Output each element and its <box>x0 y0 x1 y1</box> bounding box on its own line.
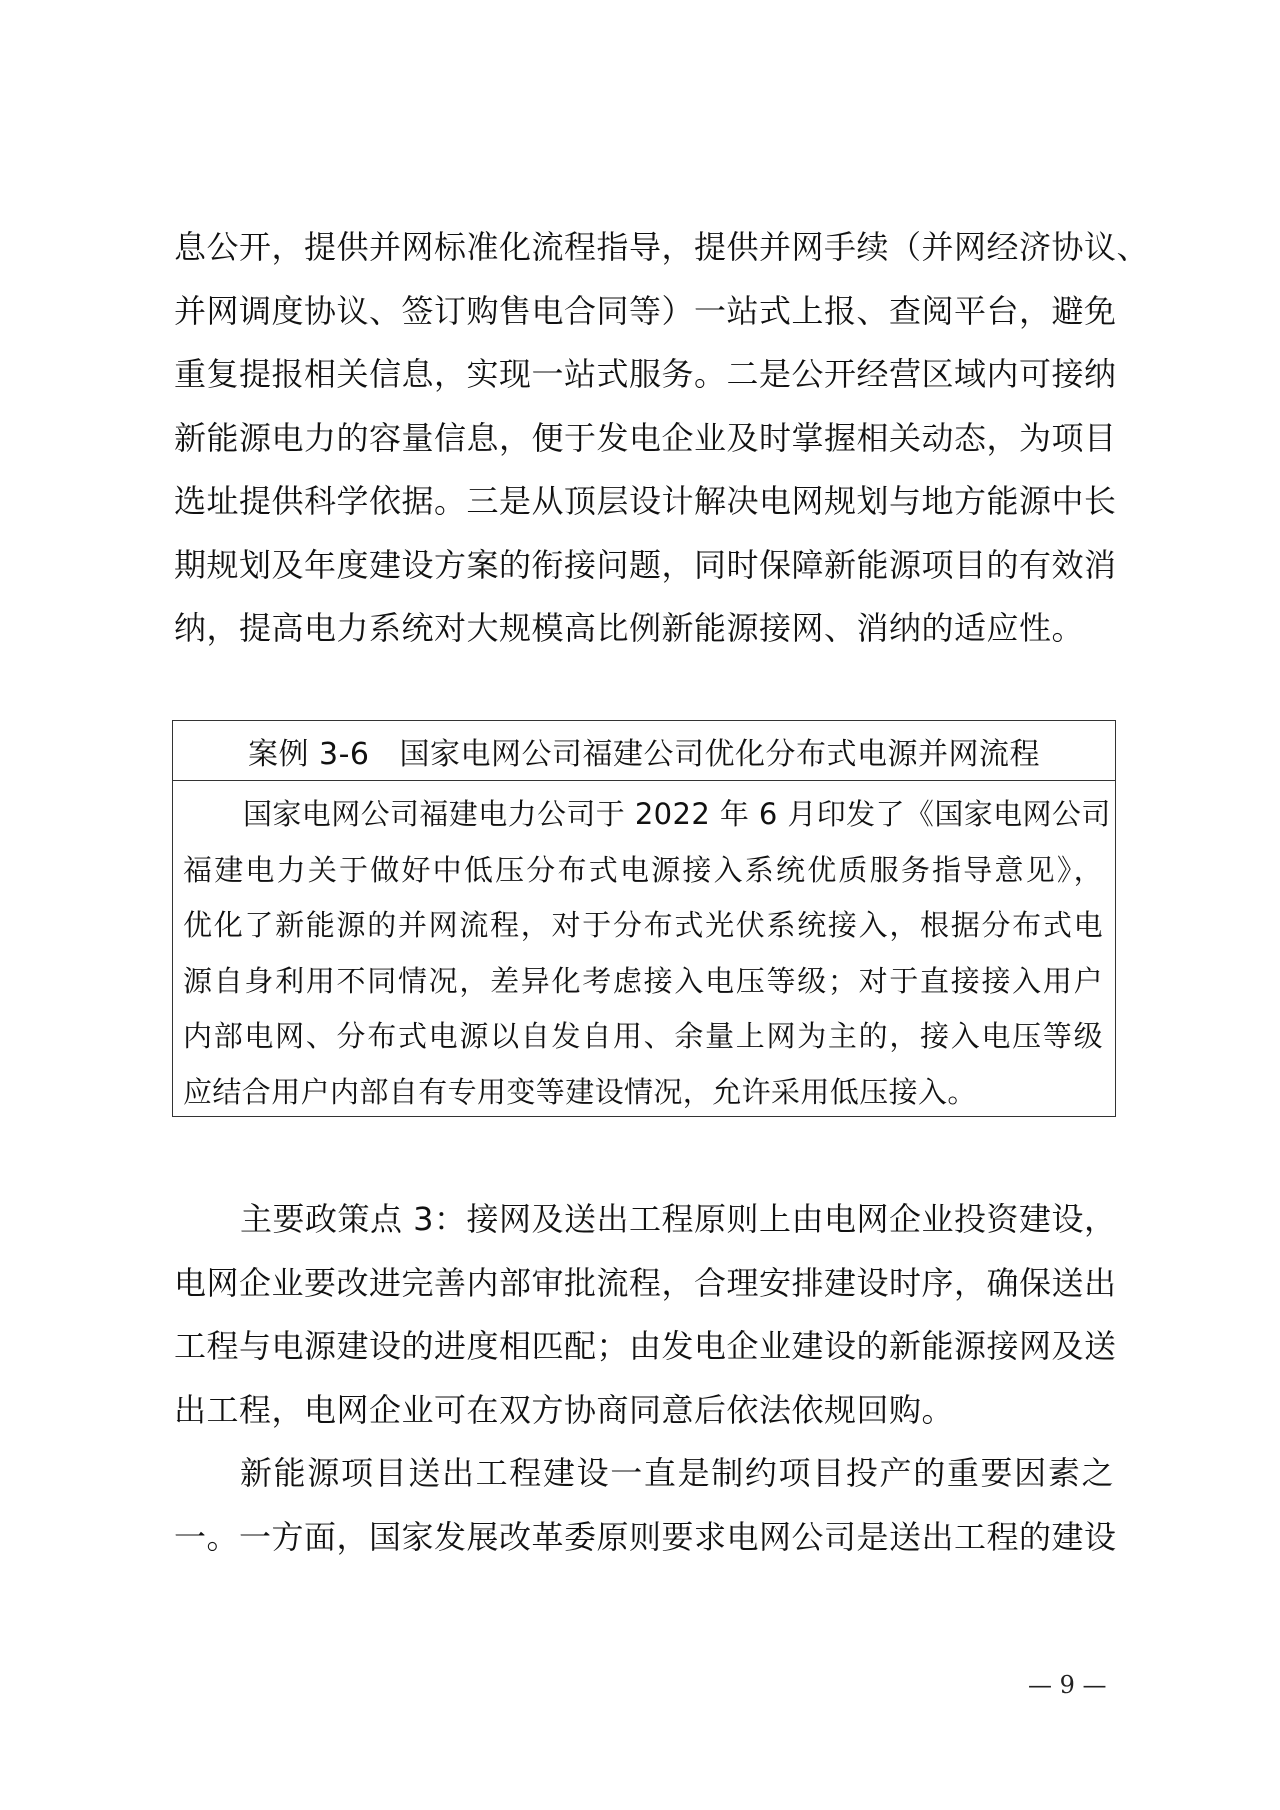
text-line: 内部电网、分布式电源以自发自用、余量上网为主的，接入电压等级 <box>183 1019 1103 1053</box>
text-line: 应结合用户内部自有专用变等建设情况，允许采用低压接入。 <box>183 1074 977 1109</box>
text-line: 主要政策点 3：接网及送出工程原则上由电网企业投资建设， <box>240 1200 1117 1238</box>
text-line: 工程与电源建设的进度相匹配；由发电企业建设的新能源接网及送 <box>174 1327 1117 1365</box>
paragraph-continuation <box>174 216 1150 661</box>
page-number: — 9 — <box>1028 1671 1107 1699</box>
text-line: 一。一方面，国家发展改革委原则要求电网公司是送出工程的建设 <box>174 1517 1117 1556</box>
case-study-box <box>172 720 1116 1117</box>
text-line: 并网调度协议、签订购售电合同等）一站式上报、查阅平台，避免 <box>174 291 1117 330</box>
body-paragraph <box>174 1442 1117 1569</box>
text-line: 纳，提高电力系统对大规模高比例新能源接网、消纳的适应性。 <box>174 609 1085 647</box>
text-line: 重复提报相关信息，实现一站式服务。二是公开经营区域内可接纳 <box>174 355 1117 393</box>
text-line: 福建电力关于做好中低压分布式电源接入系统优质服务指导意见》， <box>183 852 1103 887</box>
case-study-heading: 国家电网公司福建公司优化分布式电源并网流程 <box>399 736 1041 772</box>
case-study-label: 案例 3-6 <box>247 736 370 772</box>
text-line: 息公开，提供并网标准化流程指导，提供并网手续（并网经济协议、 <box>174 228 1150 266</box>
text-line: 期规划及年度建设方案的衔接问题，同时保障新能源项目的有效消 <box>174 545 1117 584</box>
text-line: 国家电网公司福建电力公司于 2022 年 6 月印发了《国家电网公司 <box>243 797 1111 831</box>
text-line: 新能源电力的容量信息，便于发电企业及时掌握相关动态，为项目 <box>174 418 1117 457</box>
text-line: 选址提供科学依据。三是从顶层设计解决电网规划与地方能源中长 <box>174 482 1117 520</box>
text-line: 源自身利用不同情况，差异化考虑接入电压等级；对于直接接入用户 <box>183 963 1103 998</box>
text-line: 出工程，电网企业可在双方协商同意后依法依规回购。 <box>174 1390 955 1429</box>
text-line: 新能源项目送出工程建设一直是制约项目投产的重要因素之 <box>240 1454 1114 1492</box>
case-study-title <box>173 721 1115 781</box>
case-study-body <box>173 781 1115 1120</box>
policy-point-paragraph <box>174 1188 1117 1442</box>
text-line: 优化了新能源的并网流程，对于分布式光伏系统接入，根据分布式电 <box>183 908 1103 942</box>
text-line: 电网企业要改进完善内部审批流程，合理安排建设时序，确保送出 <box>174 1263 1117 1302</box>
